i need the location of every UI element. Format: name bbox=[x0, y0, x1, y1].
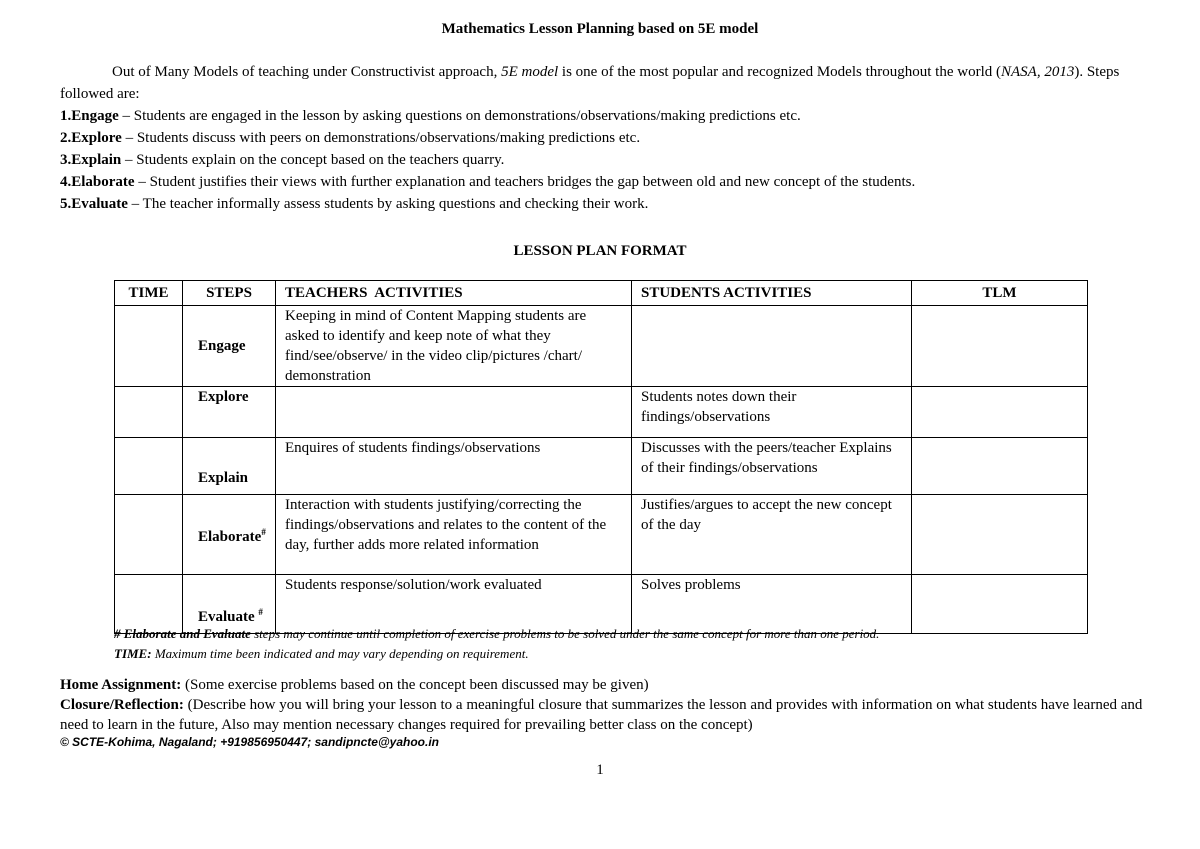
intro-text: Out of Many Models of teaching under Constructivist approach, bbox=[112, 64, 502, 80]
closure-text: (Describe how you will bring your lesson to a meaningful closure that summarizes the lesson and provides with information on what students have learned and need to learn in the future, Also may mention necessary changes required for prevailing better class on the concept) bbox=[60, 697, 1143, 733]
intro-citation: NASA, 2013 bbox=[1001, 64, 1075, 80]
assignment-section bbox=[60, 675, 1145, 735]
page-number: 1 bbox=[596, 762, 604, 778]
step-evaluate bbox=[60, 193, 1140, 215]
step-label: 3.Explain bbox=[60, 152, 122, 168]
student-activity-cell: Discusses with the peers/teacher Explains of their findings/observations bbox=[632, 438, 912, 495]
header-tlm: TLM bbox=[912, 281, 1088, 306]
time-cell bbox=[115, 306, 183, 387]
teacher-activity-cell: Interaction with students justifying/correcting the findings/observations and relates to the content of the day, further adds more related information bbox=[276, 495, 632, 575]
home-assignment-text: (Some exercise problems based on the concept been discussed may be given) bbox=[181, 677, 649, 693]
header-students-activities: STUDENTS ACTIVITIES bbox=[632, 281, 912, 306]
intro-text: is one of the most popular and recognized Models throughout the world ( bbox=[558, 64, 1001, 80]
step-cell bbox=[183, 438, 276, 495]
header-time: TIME bbox=[115, 281, 183, 306]
step-text: – Students discuss with peers on demonstrations/observations/making predictions etc. bbox=[121, 130, 641, 146]
intro-model-name: 5E model bbox=[501, 64, 559, 80]
time-cell bbox=[115, 438, 183, 495]
step-label: 4.Elaborate bbox=[60, 174, 135, 190]
footnote-mark: # bbox=[261, 527, 266, 537]
step-label: 1.Engage bbox=[60, 108, 119, 124]
tlm-cell bbox=[912, 387, 1088, 438]
step-name: Explore bbox=[198, 389, 249, 405]
intro-paragraph bbox=[60, 61, 1140, 105]
student-activity-cell bbox=[632, 306, 912, 387]
step-text: – Student justifies their views with further explanation and teachers bridges the gap between old and new concept of the students. bbox=[134, 174, 916, 190]
step-explain bbox=[60, 149, 1140, 171]
time-cell bbox=[115, 387, 183, 438]
note-text: steps may continue until completion of exercise problems to be solved under the same concept for more than one period. bbox=[250, 626, 880, 641]
student-activity-cell: Solves problems bbox=[632, 575, 912, 634]
step-text: – Students are engaged in the lesson by asking questions on demonstrations/observations/making predictions etc. bbox=[118, 108, 801, 124]
tlm-cell bbox=[912, 306, 1088, 387]
step-text: – Students explain on the concept based on the teachers quarry. bbox=[121, 152, 505, 168]
time-cell bbox=[115, 495, 183, 575]
closure-reflection bbox=[60, 695, 1145, 735]
note-time bbox=[114, 644, 1114, 664]
home-assignment bbox=[60, 675, 1145, 695]
teacher-activity-cell: Students response/solution/work evaluated bbox=[276, 575, 632, 634]
step-name: Elaborate bbox=[198, 529, 262, 545]
intro-section bbox=[60, 61, 1140, 215]
step-cell bbox=[183, 306, 276, 387]
step-label: 2.Explore bbox=[60, 130, 122, 146]
table-row bbox=[115, 495, 1088, 575]
note-label: TIME: bbox=[114, 646, 152, 661]
home-assignment-label: Home Assignment: bbox=[60, 677, 182, 693]
step-cell bbox=[183, 387, 276, 438]
note-elaborate-evaluate bbox=[114, 624, 1114, 644]
closure-label: Closure/Reflection: bbox=[60, 697, 184, 713]
step-name: Engage bbox=[198, 338, 246, 354]
intro-text: ). Steps followed are: bbox=[60, 64, 1120, 102]
tlm-cell bbox=[912, 495, 1088, 575]
step-cell bbox=[183, 495, 276, 575]
format-title: LESSON PLAN FORMAT bbox=[513, 243, 687, 259]
step-name: Evaluate bbox=[198, 609, 259, 625]
step-name: Explain bbox=[198, 470, 249, 486]
step-explore bbox=[60, 127, 1140, 149]
document-title: Mathematics Lesson Planning based on 5E model bbox=[441, 21, 759, 37]
footer-contact: © SCTE-Kohima, Nagaland; +919856950447; sandipncte@yahoo.in bbox=[60, 735, 439, 749]
step-engage bbox=[60, 105, 1140, 127]
step-text: – The teacher informally assess students by asking questions and checking their work. bbox=[127, 196, 649, 212]
teacher-activity-cell: Enquires of students findings/observations bbox=[276, 438, 632, 495]
footnote-mark: # bbox=[258, 607, 263, 617]
table-row bbox=[115, 306, 1088, 387]
table-header-row bbox=[115, 281, 1088, 306]
header-teachers-activities: TEACHERS ACTIVITIES bbox=[276, 281, 632, 306]
teacher-activity-cell: Keeping in mind of Content Mapping students are asked to identify and keep note of what they find/see/observe/ in the video clip/pictures /chart/ demonstration bbox=[276, 306, 632, 387]
table-row bbox=[115, 438, 1088, 495]
tlm-cell bbox=[912, 438, 1088, 495]
student-activity-cell: Students notes down their findings/observations bbox=[632, 387, 912, 438]
teacher-activity-cell bbox=[276, 387, 632, 438]
table-row bbox=[115, 387, 1088, 438]
step-elaborate bbox=[60, 171, 1140, 193]
step-label: 5.Evaluate bbox=[60, 196, 128, 212]
table-notes bbox=[114, 624, 1114, 664]
header-steps: STEPS bbox=[183, 281, 276, 306]
lesson-plan-table bbox=[114, 280, 1088, 634]
student-activity-cell: Justifies/argues to accept the new concept of the day bbox=[632, 495, 912, 575]
note-text: Maximum time been indicated and may vary depending on requirement. bbox=[151, 646, 529, 661]
note-label: # Elaborate and Evaluate bbox=[114, 626, 251, 641]
